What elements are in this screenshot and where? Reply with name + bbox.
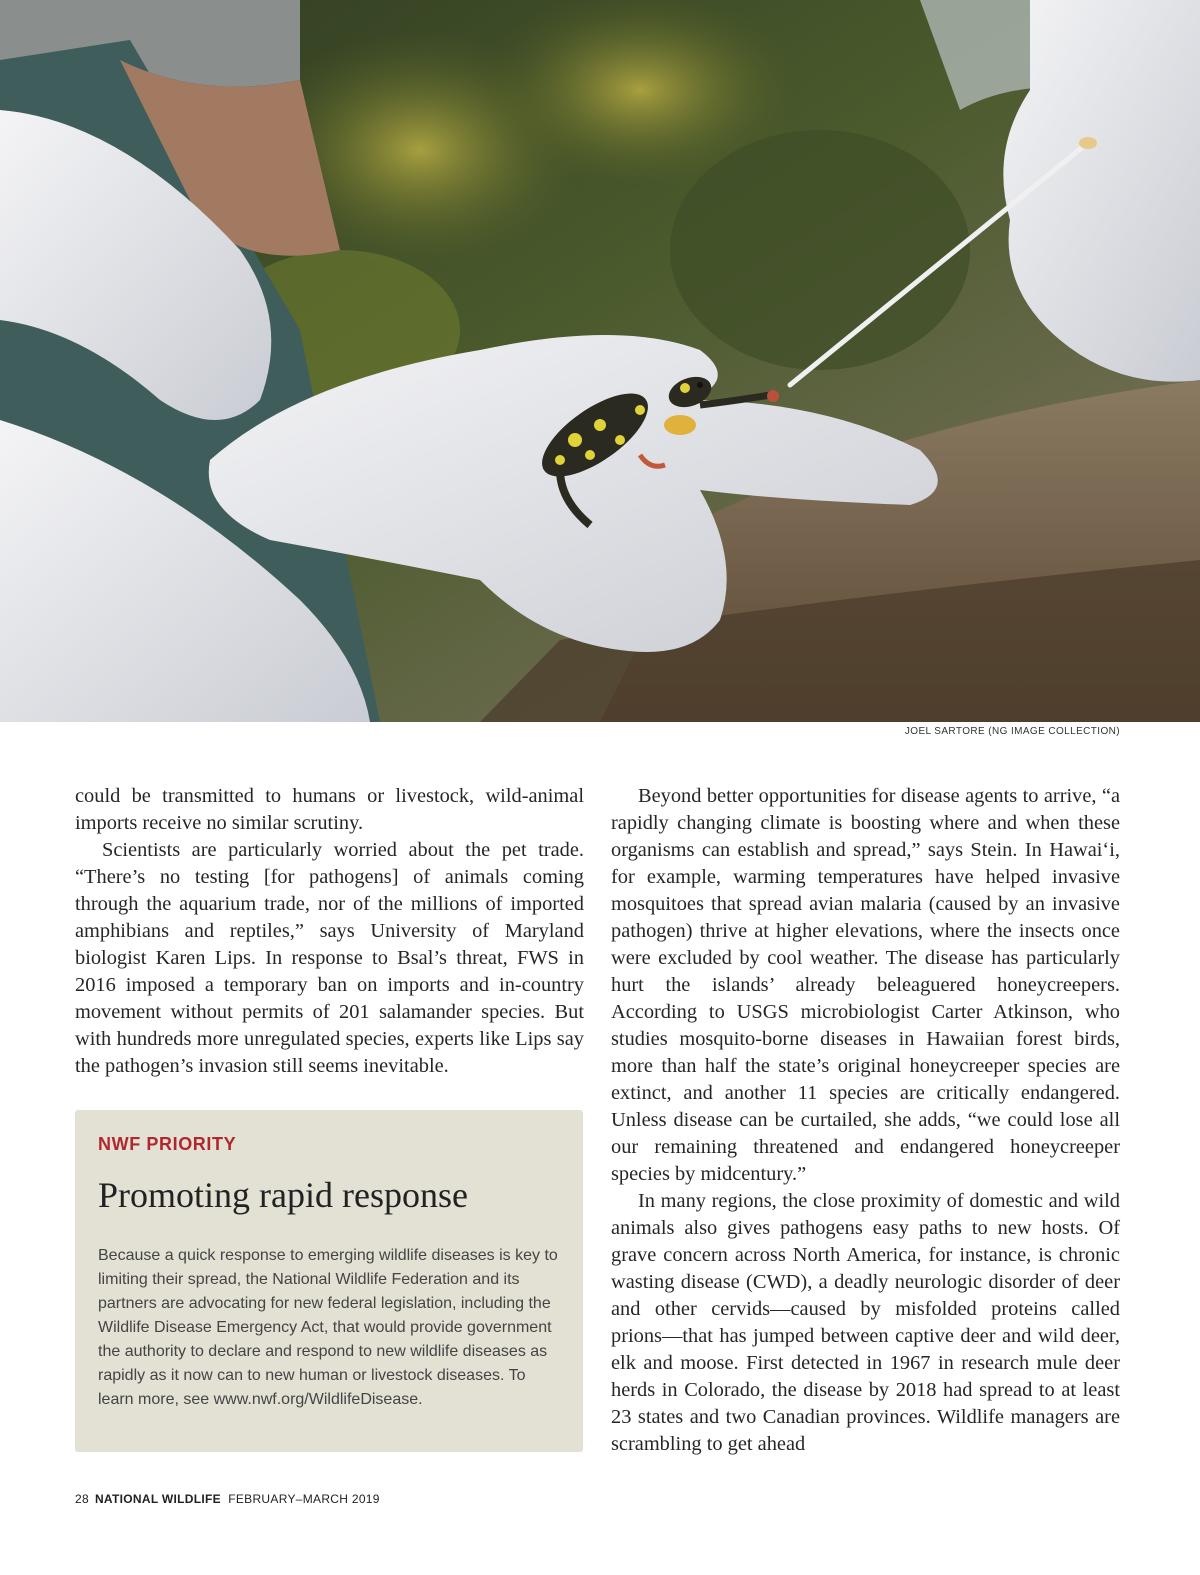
sidebar-kicker: NWF PRIORITY — [98, 1134, 237, 1154]
sidebar-body: Because a quick response to emerging wildlife diseases is key to limiting their spread, the National Wildlife Federation and its partners are advocating for new federal legislation, including the Wildlife Disease Emergency Act, that would provide government the authority to declare and respond to new wildlife diseases as rapidly as it now can to new human or livestock diseases. To learn more, see www.nwf.org/WildlifeDisease. — [98, 1247, 558, 1408]
page-footer — [75, 1492, 386, 1506]
sidebar-title: Promoting rapid response — [98, 1175, 468, 1215]
photo-credit: JOEL SARTORE (NG IMAGE COLLECTION) — [904, 726, 1120, 737]
issue-date: FEBRUARY–MARCH 2019 — [228, 1492, 380, 1506]
frog-swab-photo-icon — [0, 0, 1200, 722]
magazine-name: NATIONAL WILDLIFE — [94, 1492, 221, 1506]
right-paragraph-1: Beyond better opportunities for disease agents to arrive, “a rapidly changing climate is boosting where and when these organisms can establish and spread,” says Stein. In Hawai‘i, for example, warming temperatures have helped invasive mosquitoes that spread avian malaria (caused by an invasive pathogen) thrive at higher elevations, where the insects once were excluded by cool weather. The disease has particularly hurt the islands’ already beleaguered honeycreepers. According to USGS microbiologist Carter Atkinson, who studies mosquito-borne diseases in Hawaiian forest birds, more than half the state’s original honeycreeper species are extinct, and another 11 species are critically endangered. Unless disease can be curtailed, she adds, “we could lose all our remaining threatened and endangered honeycreeper species by midcentury.” — [611, 785, 1120, 1185]
page-number: 28 — [75, 1492, 89, 1506]
nwf-priority-sidebar — [75, 1110, 583, 1452]
right-paragraph-2: In many regions, the close proximity of domestic and wild animals also gives pathogens easy paths to new hosts. Of grave concern across North America, for instance, is chronic wasting disease (CWD), a deadly neurologic disorder of deer and other cervids—caused by misfolded proteins called prions—that has jumped between captive deer and wild deer, elk and moose. First detected in 1967 in research mule deer herds in Colorado, the disease by 2018 had spread to at least 23 states and two Canadian provinces. Wildlife managers are scrambling to get ahead — [611, 1190, 1120, 1455]
left-column — [75, 783, 584, 1080]
left-paragraph-1: could be transmitted to humans or livestock, wild-animal imports receive no similar scrutiny. — [75, 785, 584, 834]
hero-photo — [0, 0, 1200, 722]
right-column — [611, 783, 1120, 1458]
left-paragraph-2: Scientists are particularly worried about the pet trade. “There’s no testing [for pathogens] of animals coming through the aquarium trade, nor of the millions of imported amphibians and reptiles,” says University of Maryland biologist Karen Lips. In response to Bsal’s threat, FWS in 2016 imposed a temporary ban on imports and in-country movement without permits of 201 salamander species. But with hundreds more unregulated species, experts like Lips say the pathogen’s invasion still seems inevitable. — [75, 839, 584, 1077]
